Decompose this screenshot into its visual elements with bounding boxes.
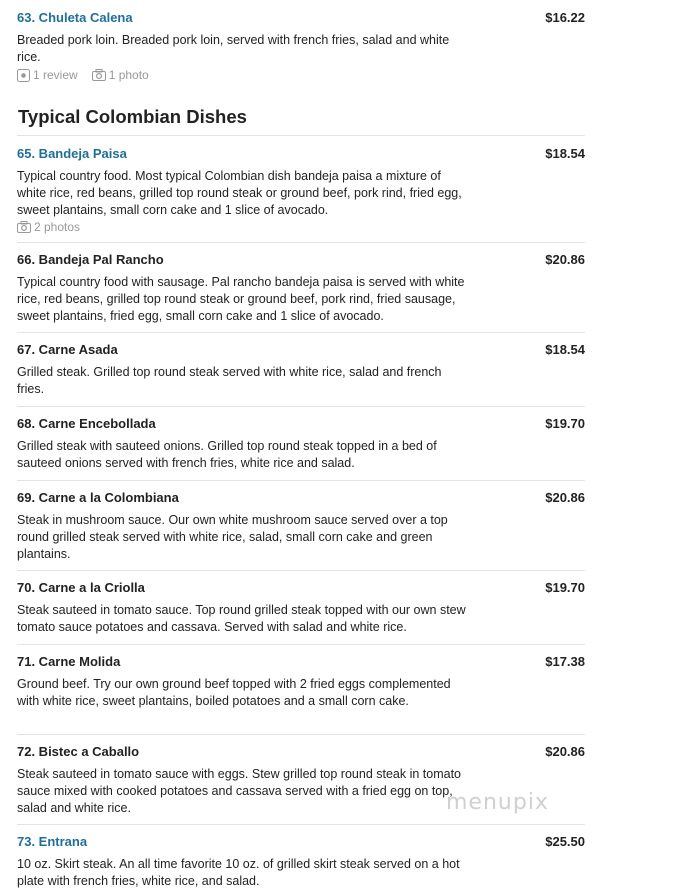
menu-item-70 <box>17 570 585 644</box>
camera-icon <box>92 69 106 81</box>
menu-item-price: $20.86 <box>545 252 585 267</box>
menu-item-description: Grilled steak with sauteed onions. Grilled top round steak topped in a bed of sauteed onions served with french fries, white rice and salad. <box>17 439 437 470</box>
menu-item-68 <box>17 406 585 480</box>
menu-item-name-link[interactable]: 73. Entrana <box>17 834 88 849</box>
photos-link[interactable] <box>17 220 80 234</box>
menu-item-price: $18.54 <box>545 342 585 357</box>
menu-item-meta <box>17 220 80 234</box>
menu-item-name: 68. Carne Encebollada <box>17 416 156 431</box>
menu-item-name: 67. Carne Asada <box>17 342 118 357</box>
menu-item-63 <box>17 0 585 90</box>
menu-item-name-link[interactable]: 63. Chuleta Calena <box>17 10 133 25</box>
menu-item-73 <box>17 824 585 888</box>
menu-item-price: $25.50 <box>545 834 585 849</box>
menu-item-description: Typical country food with sausage. Pal rancho bandeja paisa is served with white rice, red beans, grilled top round steak or ground beef, pork rind, fried sausage, sweet plantains, fried egg, small corn cake and 1 slice of avocado. <box>17 275 465 323</box>
menu-item-description: Breaded pork loin. Breaded pork loin, served with french fries, salad and white rice. <box>17 33 450 64</box>
menu-item-description: Steak in mushroom sauce. Our own white mushroom sauce served over a top round grilled steak served with white rice, salad, small corn cake and green plantains. <box>17 513 448 561</box>
menu-item-name: 70. Carne a la Criolla <box>17 580 145 595</box>
menu-item-price: $17.38 <box>545 654 585 669</box>
menu-item-description: Steak sauteed in tomato sauce with eggs. Stew grilled top round steak in tomato sauce mixed with cooked potatoes and cassava served with a fried egg on top, salad and white rice. <box>17 767 462 815</box>
menu-item-price: $18.54 <box>545 146 585 161</box>
menu-item-name: 69. Carne a la Colombiana <box>17 490 179 505</box>
menu-item-description: Ground beef. Try our own ground beef topped with 2 fried eggs complemented with white rice, sweet plantains, boiled potatoes and a small corn cake. <box>17 677 451 708</box>
menu-item-66 <box>17 242 585 332</box>
menu-item-description: Steak sauteed in tomato sauce. Top round grilled steak topped with our own stew tomato sauce potatoes and cassava. Served with salad and white rice. <box>17 603 466 634</box>
photos-count: 2 photos <box>34 220 81 234</box>
menu-item-69 <box>17 480 585 570</box>
menu-item-price: $20.86 <box>545 744 585 759</box>
reviews-link[interactable] <box>17 68 78 82</box>
menu-item-67 <box>17 332 585 406</box>
menu-item-price: $16.22 <box>545 10 585 25</box>
menu-item-name: 66. Bandeja Pal Rancho <box>17 252 164 267</box>
section-title: Typical Colombian Dishes <box>18 106 247 127</box>
watermark-logo: menupix <box>446 790 549 815</box>
menu-item-price: $19.70 <box>545 580 585 595</box>
menu-item-name: 71. Carne Molida <box>17 654 121 669</box>
menu-item-name: 72. Bistec a Caballo <box>17 744 140 759</box>
menu-item-name-link[interactable]: 65. Bandeja Paisa <box>17 146 127 161</box>
menu-item-price: $20.86 <box>545 490 585 505</box>
photos-link[interactable] <box>92 68 149 82</box>
menu-item-description: Grilled steak. Grilled top round steak served with white rice, salad and french fries. <box>17 365 442 396</box>
photos-count: 1 photo <box>108 68 149 82</box>
menu-item-71 <box>17 644 585 734</box>
menu-item-description: Typical country food. Most typical Colombian dish bandeja paisa a mixture of white rice, red beans, grilled top round steak or ground beef, pork rind, fried egg, sweet plantains, small corn cake and 1 slice of avocado. <box>17 169 462 217</box>
menu-item-65 <box>17 136 585 242</box>
review-icon <box>17 69 30 82</box>
reviews-count: 1 review <box>33 68 78 82</box>
menu-item-meta <box>17 68 149 82</box>
menu-item-description: 10 oz. Skirt steak. An all time favorite 10 oz. of grilled skirt steak served on a hot plate with french fries, white rice, and salad. <box>17 857 460 888</box>
menu-item-price: $19.70 <box>545 416 585 431</box>
camera-icon <box>17 221 31 233</box>
